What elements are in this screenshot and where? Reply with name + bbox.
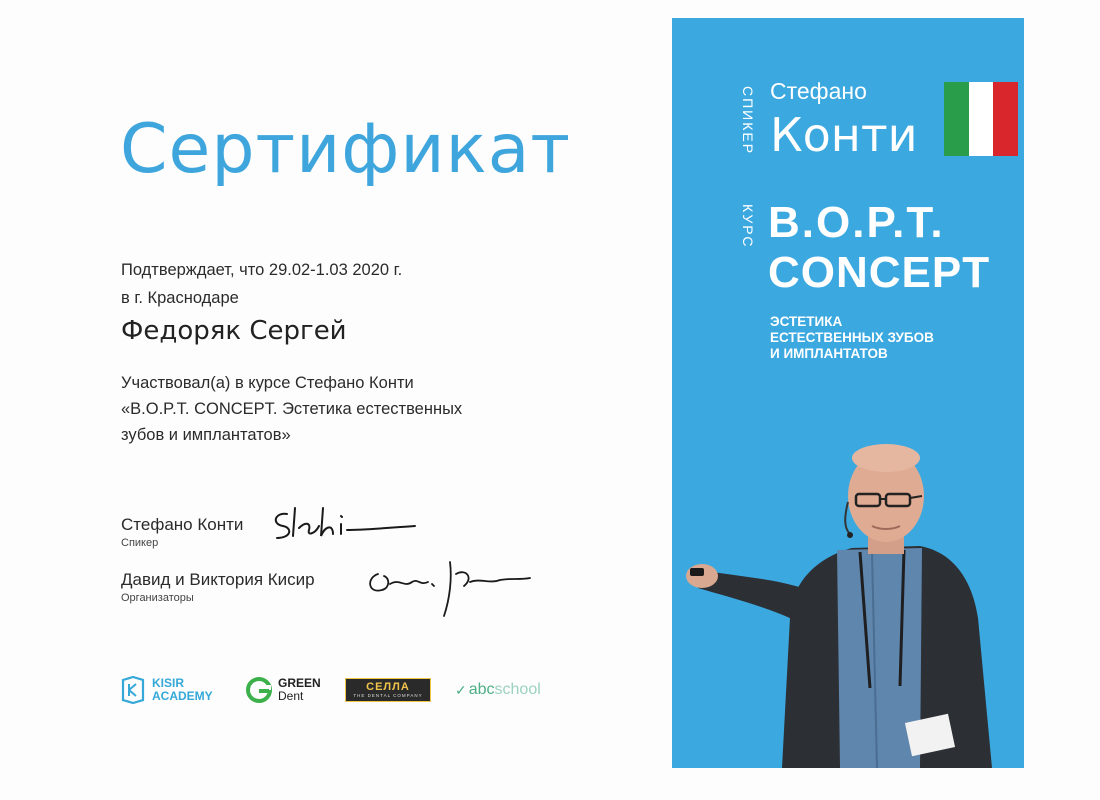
kisir-academy-logo: [120, 670, 213, 710]
certificate-title: Сертификат: [120, 110, 571, 189]
speaker-last-name: Конти: [770, 108, 918, 162]
abc-logo-part-2: school: [494, 681, 541, 698]
course-title-line-2: CONCEPT: [768, 248, 991, 297]
confirmation-text: [121, 256, 402, 312]
course-subtitle: [770, 314, 1010, 362]
course-subtitle-line-1: ЭСТЕТИКА: [770, 314, 843, 329]
sponsor-logos: [120, 670, 580, 710]
abc-leaf-icon: ✓: [455, 681, 467, 698]
participation-text: [121, 370, 561, 448]
confirmation-date-line: Подтверждает, что 29.02-1.03 2020 г.: [121, 261, 403, 279]
kisir-academy-emblem-icon: [120, 676, 146, 704]
course-vertical-label: КУРС: [740, 204, 756, 249]
organizers-signer-name: Давид и Виктория Кисир: [121, 570, 315, 589]
abc-logo-part-1: abc: [468, 681, 495, 698]
sella-logo: [345, 670, 431, 710]
sella-logo-tagline: THE DENTAL COMPANY: [353, 693, 423, 698]
green-dent-logo: [245, 670, 321, 710]
green-dent-emblem-icon: [245, 676, 273, 704]
confirmation-city-line: в г. Краснодаре: [121, 289, 239, 307]
abc-school-logo: [455, 670, 541, 710]
course-title-line-1: B.O.P.T.: [768, 198, 945, 247]
speaker-photo: [672, 428, 1024, 768]
speaker-signer-role: Спикер: [121, 537, 159, 549]
course-subtitle-line-2: ЕСТЕСТВЕННЫХ ЗУБОВ: [770, 330, 934, 345]
sella-logo-name: СЕЛЛА: [366, 681, 410, 693]
speaker-first-name: Стефано: [770, 78, 867, 104]
speaker-signer-name: Стефано Конти: [121, 515, 244, 534]
green-logo-line-1: GREEN: [278, 676, 321, 690]
speaker-signature-block: [121, 515, 243, 549]
course-subtitle-line-3: И ИМПЛАНТАТОВ: [770, 346, 888, 361]
participation-line-3: зубов и имплантатов»: [121, 426, 291, 444]
course-panel: [672, 18, 1024, 768]
organizers-signature-image: [360, 548, 540, 623]
kisir-logo-line-1: KISIR: [152, 676, 185, 690]
organizers-signer-role: Организаторы: [121, 592, 194, 604]
speaker-signature-image: [265, 500, 425, 545]
italy-flag-icon: [944, 82, 1018, 156]
kisir-logo-line-2: ACADEMY: [152, 689, 213, 703]
green-logo-line-2: Dent: [278, 689, 304, 703]
recipient-name: Федоряк Сергей: [121, 316, 347, 346]
participation-line-2: «B.O.P.T. CONCEPT. Эстетика естественных: [121, 400, 463, 418]
organizers-signature-block: [121, 570, 315, 604]
participation-line-1: Участвовал(а) в курсе Стефано Конти: [121, 374, 414, 392]
speaker-vertical-label: СПИКЕР: [740, 86, 756, 156]
